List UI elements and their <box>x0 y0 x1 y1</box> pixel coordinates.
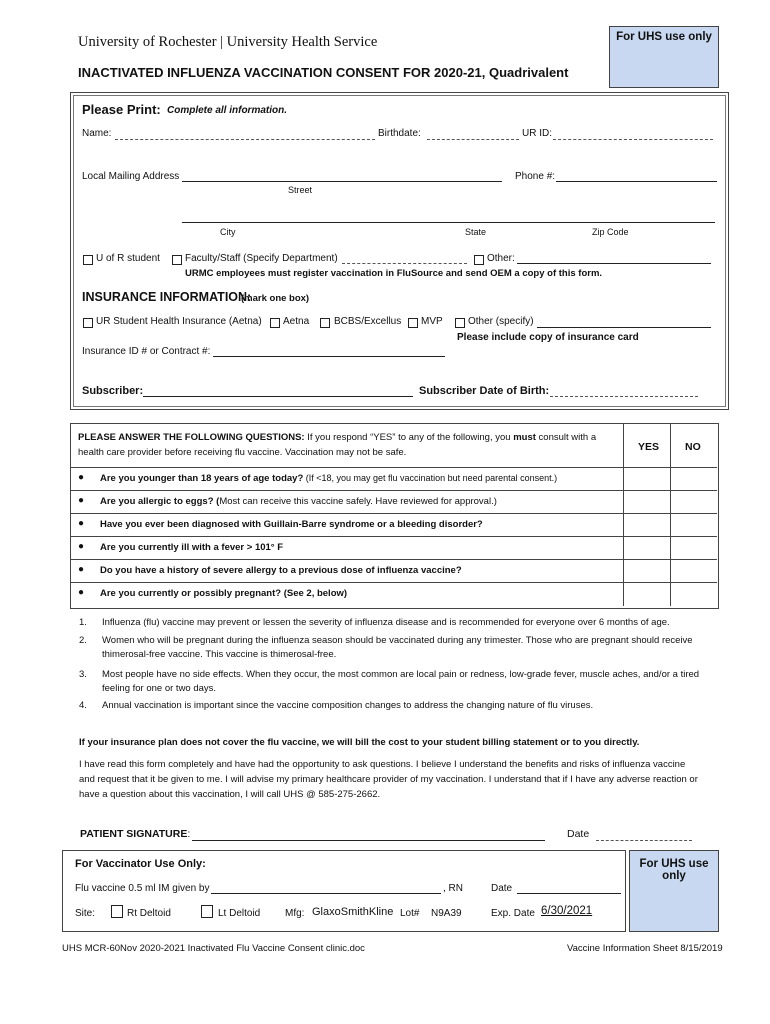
uhs-use-only-box-bottom: For UHS use only <box>629 850 719 932</box>
yes-cell[interactable] <box>623 491 624 514</box>
uhs-use-only-box <box>609 26 719 88</box>
birthdate-field[interactable] <box>427 139 519 140</box>
other-insurance-checkbox[interactable] <box>455 318 465 328</box>
city-state-zip-field[interactable] <box>182 222 715 223</box>
department-field[interactable] <box>342 263 467 264</box>
question-row-guillain-barre: ● Have you ever been diagnosed with Guillain-Barre syndrome or a bleeding disorder? <box>70 513 717 537</box>
mvp-label: MVP <box>421 316 443 327</box>
manufacturer-value: GlaxoSmithKline <box>312 906 394 918</box>
lot-label: Lot# <box>400 908 420 919</box>
faculty-checkbox[interactable] <box>172 255 182 265</box>
question-row-eggs: ● Are you allergic to eggs? (Most can receive this vaccine safely. Have reviewed for approval.) <box>70 490 717 514</box>
please-print-heading: Please Print: <box>82 102 161 117</box>
ur-student-insurance-checkbox[interactable] <box>83 318 93 328</box>
note-number: 4. <box>79 700 87 711</box>
note-text: Influenza (flu) vaccine may prevent or lessen the severity of influenza disease and is recommended for everyone over 6 months of age. <box>102 617 670 628</box>
bullet-icon: ● <box>78 564 85 575</box>
yes-cell[interactable] <box>623 514 624 537</box>
vaccine-given-label: Flu vaccine 0.5 ml IM given by <box>75 883 210 894</box>
urid-field[interactable] <box>553 139 713 140</box>
question-row-allergy: ● Do you have a history of severe allergy to a previous dose of influenza vaccine? <box>70 559 717 583</box>
bullet-icon: ● <box>78 518 85 529</box>
question-row-fever: ● Are you currently ill with a fever > 101° F <box>70 536 717 560</box>
footer-vis-date: Vaccine Information Sheet 8/15/2019 <box>567 943 723 954</box>
yes-cell[interactable] <box>623 537 624 560</box>
uhs-use-only-label: For UHS use only <box>616 31 712 43</box>
no-cell[interactable] <box>670 560 671 583</box>
questions-intro: PLEASE ANSWER THE FOLLOWING QUESTIONS: If you respond “YES” to any of the following, you must consult with a health care provider before receiving flu vaccine. Vaccination may not be safe. <box>78 432 597 458</box>
question-row-pregnant: ● Are you currently or possibly pregnant? (See 2, below) <box>70 582 717 606</box>
no-cell[interactable] <box>670 491 671 514</box>
no-cell[interactable] <box>670 514 671 537</box>
rt-deltoid-label: Rt Deltoid <box>127 908 171 919</box>
signature-label-group: PATIENT SIGNATURE: <box>80 828 191 840</box>
question-row-age: ● Are you younger than 18 years of age today? (If <18, you may get flu vaccination but need parental consent.) <box>70 467 717 491</box>
signature-date-label: Date <box>567 828 590 840</box>
consent-statement: I have read this form completely and have had the opportunity to ask questions. I believe I understand the benefits and risks of influenza vaccine and request that it be given to me. I will advise my primary healthcare provider of my vaccination. I understand that if I have any adverse reaction or have a question about this vaccination, I will call UHS @ 585-275-2662. <box>79 759 698 800</box>
no-cell[interactable] <box>670 468 671 491</box>
signature-date-field[interactable] <box>596 840 692 841</box>
name-label: Name: <box>82 128 112 139</box>
billing-note: If your insurance plan does not cover the flu vaccine, we will bill the cost to your student billing statement or to you directly. <box>79 737 640 748</box>
urmc-note: URMC employees must register vaccination in FluSource and send OEM a copy of this form. <box>185 268 603 279</box>
rn-label: , RN <box>443 883 463 894</box>
yes-cell[interactable] <box>623 560 624 583</box>
insurance-id-label: Insurance ID # or Contract #: <box>82 346 211 357</box>
note-text: Annual vaccination is important since the vaccine composition changes to address the changing nature of flu viruses. <box>102 700 594 711</box>
form-title: INACTIVATED INFLUENZA VACCINATION CONSENT FOR 2020-21, Quadrivalent <box>78 65 569 80</box>
note-number: 1. <box>79 617 87 628</box>
subscriber-label: Subscriber: <box>82 385 144 397</box>
faculty-label: Faculty/Staff (Specify Department) <box>185 253 338 264</box>
bullet-icon: ● <box>78 495 85 506</box>
vaccinator-date-field[interactable] <box>517 893 621 894</box>
street-caption: Street <box>288 185 313 195</box>
vaccinator-date-label: Date <box>491 883 513 894</box>
note-text: Most people have no side effects. When they occur, the most common are local pain or redness, low-grade fever, muscle aches, and/or a tired feeling for one or two days. <box>102 669 700 694</box>
exp-date-value: 6/30/2021 <box>541 905 593 917</box>
student-label: U of R student <box>96 253 160 264</box>
other-insurance-label: Other (specify) <box>468 316 534 327</box>
other-checkbox[interactable] <box>474 255 484 265</box>
yes-cell[interactable] <box>623 468 624 491</box>
bullet-icon: ● <box>78 472 85 483</box>
phone-field[interactable] <box>556 181 717 182</box>
insurance-card-note: Please include copy of insurance card <box>457 332 639 343</box>
address-label: Local Mailing Address <box>82 171 180 182</box>
rt-deltoid-checkbox[interactable] <box>111 905 123 918</box>
insurance-heading: INSURANCE INFORMATION: <box>82 290 252 304</box>
aetna-label: Aetna <box>283 316 310 327</box>
note-number: 3. <box>79 669 87 680</box>
subscriber-field[interactable] <box>143 396 413 397</box>
note-number: 2. <box>79 635 87 646</box>
aetna-checkbox[interactable] <box>270 318 280 328</box>
state-caption: State <box>465 227 487 237</box>
no-column-header: NO <box>685 441 701 453</box>
vaccinator-heading: For Vaccinator Use Only: <box>75 858 206 870</box>
bcbs-checkbox[interactable] <box>320 318 330 328</box>
subscriber-dob-label: Subscriber Date of Birth: <box>419 385 550 397</box>
signature-field[interactable] <box>192 840 545 841</box>
no-cell[interactable] <box>670 583 671 606</box>
city-caption: City <box>220 227 236 237</box>
given-by-field[interactable] <box>211 893 441 894</box>
complete-all-info: Complete all information. <box>167 105 288 116</box>
note-text: Women who will be pregnant during the influenza season should be vaccinated during any trimester. Those who are pregnant should receive thimerosal-free vaccine. This vaccine is thimerosal-free. <box>102 635 693 660</box>
other-label: Other: <box>487 253 515 264</box>
phone-label: Phone #: <box>515 171 556 182</box>
zip-caption: Zip Code <box>592 227 629 237</box>
yes-cell[interactable] <box>623 583 624 606</box>
mfg-label: Mfg: <box>285 908 305 919</box>
lt-deltoid-label: Lt Deltoid <box>218 908 261 919</box>
lot-value: N9A39 <box>431 908 462 919</box>
exp-date-label: Exp. Date <box>491 908 535 919</box>
name-field[interactable] <box>115 139 375 140</box>
insurance-heading-note: (mark one box) <box>241 293 310 304</box>
mvp-checkbox[interactable] <box>408 318 418 328</box>
birthdate-label: Birthdate: <box>378 128 421 139</box>
student-checkbox[interactable] <box>83 255 93 265</box>
bcbs-label: BCBS/Excellus <box>334 316 402 327</box>
site-label: Site: <box>75 908 96 919</box>
ur-student-insurance-label: UR Student Health Insurance (Aetna) <box>96 316 262 327</box>
urid-label: UR ID: <box>522 128 552 139</box>
other-field[interactable] <box>517 263 711 264</box>
yes-column-header: YES <box>638 441 660 453</box>
street-field[interactable] <box>182 181 502 182</box>
bullet-icon: ● <box>78 541 85 552</box>
subscriber-dob-field[interactable] <box>550 396 698 397</box>
bullet-icon: ● <box>78 587 85 598</box>
lt-deltoid-checkbox[interactable] <box>201 905 213 918</box>
insurance-id-field[interactable] <box>213 356 445 357</box>
other-insurance-field[interactable] <box>537 327 711 328</box>
institution-name: University of Rochester | University Health Service <box>78 34 378 50</box>
no-cell[interactable] <box>670 537 671 560</box>
footer-document-id: UHS MCR-60Nov 2020-2021 Inactivated Flu Vaccine Consent clinic.doc <box>62 943 365 954</box>
